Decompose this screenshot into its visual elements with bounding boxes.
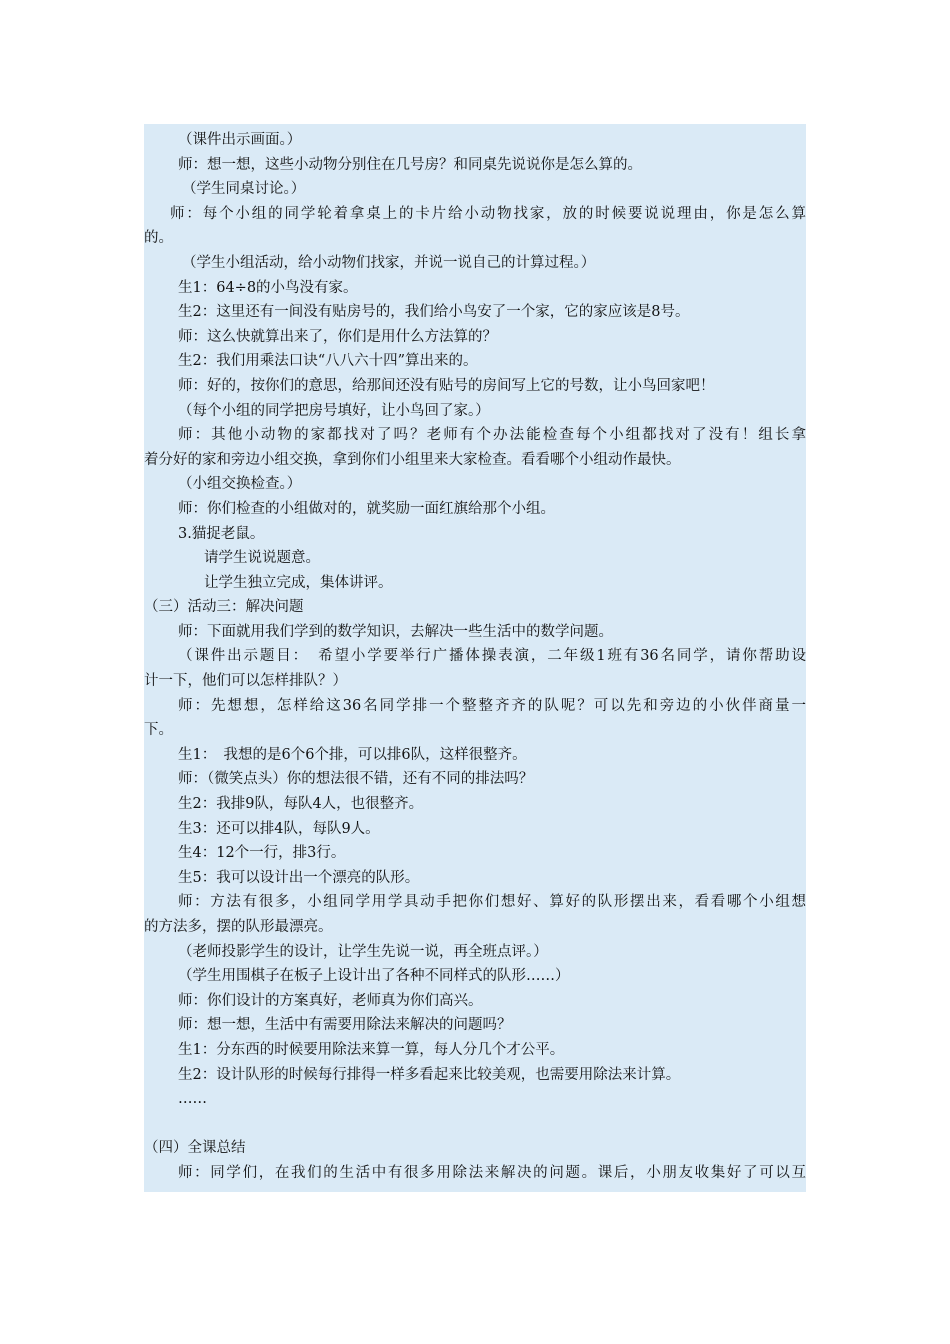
lesson-transcript-text-block bbox=[144, 124, 806, 1192]
text-line: （学生小组活动，给小动物们找家，并说一说自己的计算过程。） bbox=[182, 254, 596, 271]
text-line: （课件出示题目： 希望小学要举行广播体操表演，二年级1班有36名同学，请你帮助设 bbox=[178, 648, 806, 665]
text-line: （小组交换检查。） bbox=[178, 476, 302, 493]
text-line: 师：先想想，怎样给这36名同学排一个整整齐齐的队呢？可以先和旁边的小伙伴商量一 bbox=[178, 697, 806, 714]
text-line: （学生同桌讨论。） bbox=[182, 181, 306, 198]
text-line: 生2：我们用乘法口诀“八八六十四”算出来的。 bbox=[178, 353, 478, 370]
text-line: 生3：还可以排4队，每队9人。 bbox=[178, 820, 380, 837]
text-line: 的。 bbox=[144, 230, 173, 247]
text-line bbox=[144, 1112, 806, 1137]
text-line: （每个小组的同学把房号填好，让小鸟回了家。） bbox=[178, 402, 490, 419]
text-line: 师：每个小组的同学轮着拿桌上的卡片给小动物找家，放的时候要说说理由，你是怎么算 bbox=[170, 205, 806, 222]
text-line: 师：下面就用我们学到的数学知识，去解决一些生活中的数学问题。 bbox=[178, 623, 613, 640]
text-line: （老师投影学生的设计，让学生先说一说，再全班点评。） bbox=[178, 943, 548, 960]
text-line: 3.猫捉老鼠。 bbox=[178, 525, 265, 542]
text-line: 计一下，他们可以怎样排队？） bbox=[144, 673, 347, 690]
text-line: 生1： 我想的是6个6个排，可以排6队，这样很整齐。 bbox=[178, 746, 527, 763]
text-line: 的方法多，摆的队形最漂亮。 bbox=[144, 919, 333, 935]
text-line: 着分好的家和旁边小组交换，拿到你们小组里来大家检查。看看哪个小组动作最快。 bbox=[144, 451, 681, 468]
text-line: 请学生说说题意。 bbox=[204, 550, 320, 567]
text-line: …… bbox=[178, 1091, 207, 1108]
text-line: 生2：我排9队，每队4人，也很整齐。 bbox=[178, 796, 424, 813]
text-line: 生1：64÷8的小鸟没有家。 bbox=[178, 279, 358, 296]
text-line: 生4：12个一行，排3行。 bbox=[178, 845, 346, 862]
text-line: 生2：设计队形的时候每行排得一样多看起来比较美观，也需要用除法来计算。 bbox=[178, 1066, 681, 1083]
text-line: 让学生独立完成，集体讲评。 bbox=[204, 574, 393, 591]
text-line: （三）活动三：解决问题 bbox=[144, 599, 304, 616]
text-line: 生1：分东西的时候要用除法来算一算，每人分几个才公平。 bbox=[178, 1041, 565, 1058]
text-line: 师：想一想，生活中有需要用除法来解决的问题吗？ bbox=[178, 1017, 512, 1034]
text-line: （学生用围棋子在板子上设计出了各种不同样式的队形……） bbox=[178, 968, 570, 985]
text-line: （四）全课总结 bbox=[144, 1140, 246, 1157]
text-line: 师：想一想，这些小动物分别住在几号房？和同桌先说说你是怎么算的。 bbox=[178, 156, 642, 173]
text-line: 师：（微笑点头）你的想法很不错，还有不同的排法吗？ bbox=[178, 771, 534, 788]
text-line: 师：好的，按你们的意思，给那间还没有贴号的房间写上它的号数，让小鸟回家吧！ bbox=[178, 377, 715, 394]
text-line: （课件出示画面。） bbox=[178, 132, 302, 148]
text-line: 生5：我可以设计出一个漂亮的队形。 bbox=[178, 869, 420, 886]
text-line: 师：其他小动物的家都找对了吗？老师有个办法能检查每个小组都找对了没有！组长拿 bbox=[178, 427, 806, 444]
text-line: 师：同学们，在我们的生活中有很多用除法来解决的问题。课后，小朋友收集好了可以互 bbox=[178, 1164, 806, 1181]
text-line: 生2：这里还有一间没有贴房号的，我们给小鸟安了一个家，它的家应该是8号。 bbox=[178, 304, 690, 321]
text-line: 师：你们检查的小组做对的，就奖励一面红旗给那个小组。 bbox=[178, 500, 555, 517]
text-line: 师：你们设计的方案真好，老师真为你们高兴。 bbox=[178, 992, 483, 1009]
text-line: 师：方法有很多，小组同学用学具动手把你们想好、算好的队形摆出来，看看哪个小组想 bbox=[178, 894, 806, 911]
text-line: 师：这么快就算出来了，你们是用什么方法算的？ bbox=[178, 328, 497, 345]
text-line: 下。 bbox=[144, 722, 173, 739]
